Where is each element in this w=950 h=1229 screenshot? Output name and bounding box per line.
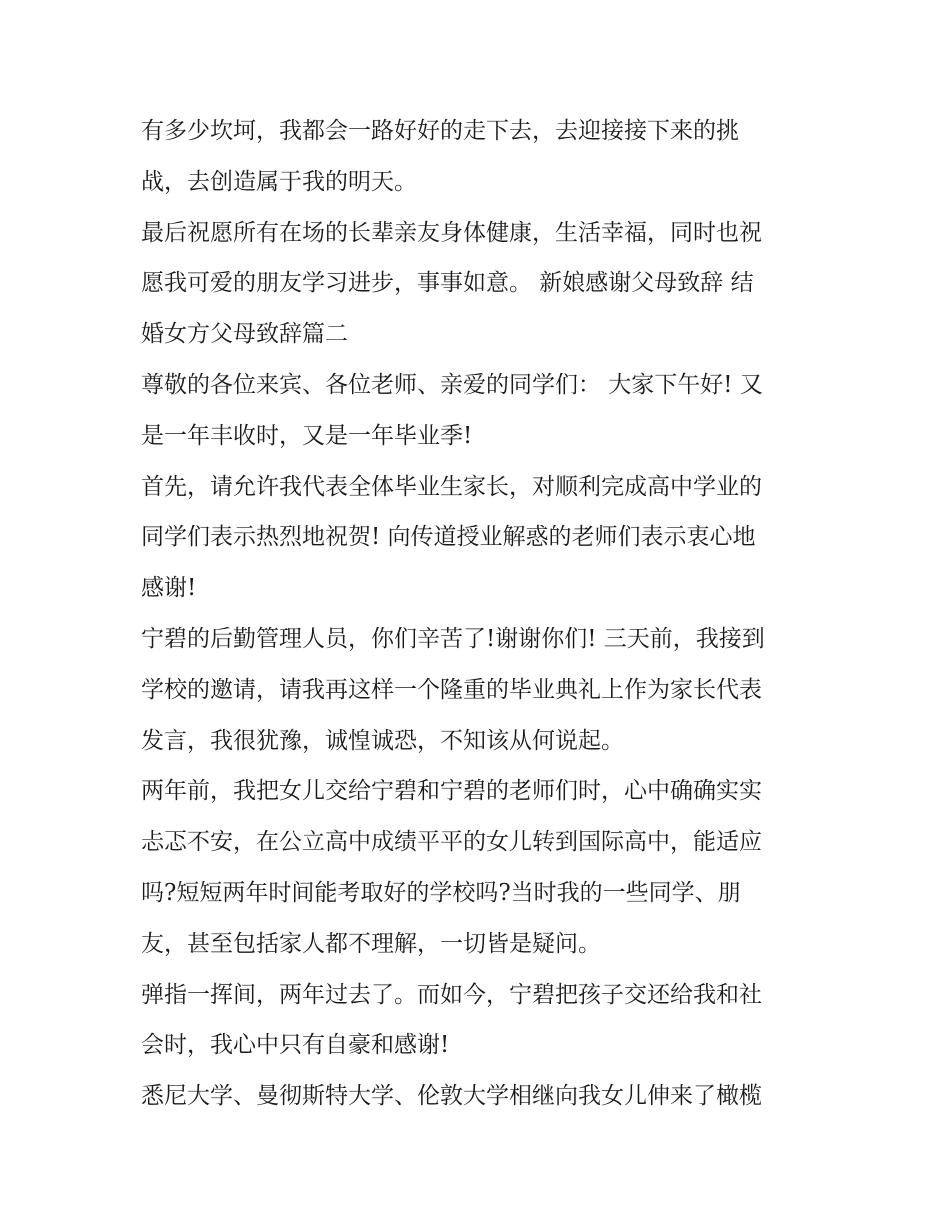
text-line: 首先，请允许我代表全体毕业生家长，对顺利完成高中学业的: [141, 473, 762, 500]
text-line: 悉尼大学、曼彻斯特大学、伦敦大学相继向我女儿伸来了橄榄: [141, 1083, 762, 1110]
section-heading-line: 婚女方父母致辞篇二: [141, 321, 348, 348]
text-line: 弹指一挥间，两年过去了。而如今，宁碧把孩子交还给我和社: [141, 981, 762, 1008]
text-line: 学校的邀请，请我再这样一个隆重的毕业典礼上作为家长代表: [141, 676, 762, 703]
text-line: 战，去创造属于我的明天。: [141, 168, 417, 195]
text-line: 吗?短短两年时间能考取好的学校吗?当时我的一些同学、朋: [141, 879, 741, 906]
text-line: 忐忑不安，在公立高中成绩平平的女儿转到国际高中，能适应: [141, 829, 762, 856]
document-body: [141, 106, 821, 1122]
text-line: 发言，我很犹豫，诚惶诚恐，不知该从何说起。: [141, 727, 624, 754]
text-line: 两年前，我把女儿交给宁碧和宁碧的老师们时，心中确确实实: [141, 778, 762, 805]
text-line: 会时，我心中只有自豪和感谢!: [141, 1032, 450, 1059]
text-line: 有多少坎坷，我都会一路好好的走下去，去迎接接下来的挑: [141, 118, 739, 144]
text-line: 尊敬的各位来宾、各位老师、亲爱的同学们： 大家下午好! 又: [141, 371, 763, 398]
text-line: 愿我可爱的朋友学习进步，事事如意。 新娘感谢父母致辞 结: [141, 270, 754, 297]
text-line: 宁碧的后勤管理人员，你们辛苦了!谢谢你们! 三天前，我接到: [141, 625, 765, 652]
text-line: 最后祝愿所有在场的长辈亲友身体健康，生活幸福，同时也祝: [141, 219, 762, 246]
text-line: 同学们表示热烈地祝贺! 向传道授业解惑的老师们表示衷心地: [141, 524, 756, 551]
text-line: 感谢!: [141, 575, 197, 602]
text-line: 是一年丰收时，又是一年毕业季!: [141, 422, 473, 449]
text-line: 友，甚至包括家人都不理解，一切皆是疑问。: [141, 930, 601, 957]
